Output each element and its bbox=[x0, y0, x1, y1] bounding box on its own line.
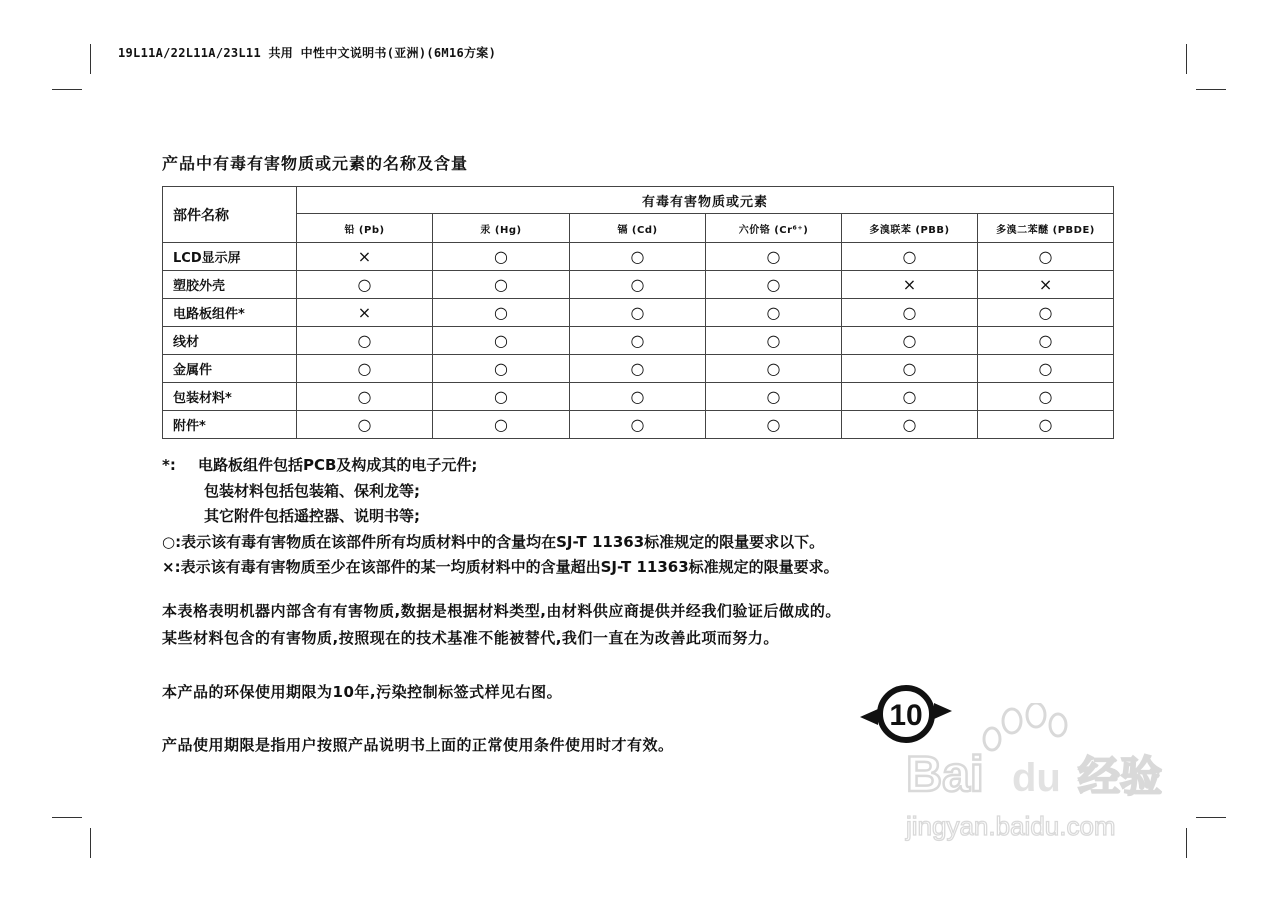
column-header-lead: 铅 (Pb) bbox=[297, 214, 433, 243]
table-cell: ○ bbox=[706, 327, 842, 355]
table-row bbox=[163, 383, 1114, 411]
crop-mark bbox=[52, 89, 82, 90]
document-header: 19L11A/22L11A/23L11 共用 中性中文说明书(亚洲)(6M16方案) bbox=[118, 46, 497, 60]
column-header-pbde: 多溴二苯醚 (PBDE) bbox=[978, 214, 1114, 243]
table-cell: ○ bbox=[706, 271, 842, 299]
table-cell: ○ bbox=[978, 243, 1114, 271]
table-cell: ○ bbox=[570, 411, 706, 439]
part-name-header: 部件名称 bbox=[163, 187, 297, 243]
table-cell: ○ bbox=[978, 411, 1114, 439]
table-cell: ○ bbox=[433, 383, 570, 411]
table-cell: ○ bbox=[842, 327, 978, 355]
column-header-mercury: 汞 (Hg) bbox=[433, 214, 570, 243]
table-cell: × bbox=[297, 299, 433, 327]
table-cell: × bbox=[978, 271, 1114, 299]
table-cell: × bbox=[297, 243, 433, 271]
table-cell: ○ bbox=[978, 299, 1114, 327]
part-name: 电路板组件* bbox=[163, 299, 297, 327]
part-name: 包装材料* bbox=[163, 383, 297, 411]
table-cell: ○ bbox=[706, 243, 842, 271]
notes-block bbox=[162, 453, 839, 581]
note-circle-marker: ○: bbox=[162, 532, 182, 551]
column-header-chromium: 六价铬 (Cr⁶⁺) bbox=[706, 214, 842, 243]
table-cell: ○ bbox=[842, 411, 978, 439]
crop-mark bbox=[90, 828, 91, 858]
table-cell: ○ bbox=[433, 355, 570, 383]
note-text: 包装材料包括包装箱、保利龙等; bbox=[204, 481, 421, 500]
crop-mark bbox=[1196, 89, 1226, 90]
baidu-watermark bbox=[900, 703, 1200, 853]
table-row bbox=[163, 271, 1114, 299]
paragraph-materials: 本表格表明机器内部含有有害物质,数据是根据材料类型,由材料供应商提供并经我们验证后做成的。 bbox=[162, 602, 841, 620]
table-cell: ○ bbox=[297, 327, 433, 355]
table-row bbox=[163, 327, 1114, 355]
table-cell: ○ bbox=[842, 355, 978, 383]
table-cell: ○ bbox=[297, 355, 433, 383]
note-cross-marker: ×: bbox=[162, 558, 181, 576]
crop-mark bbox=[1186, 44, 1187, 74]
note-text: 表示该有毒有害物质至少在该部件的某一均质材料中的含量超出SJ-T 11363标准规定的限量要求。 bbox=[180, 558, 839, 576]
note-text: 电路板组件包括PCB及构成其的电子元件; bbox=[198, 456, 478, 474]
logo-number: 10 bbox=[889, 699, 923, 732]
table-cell: ○ bbox=[570, 271, 706, 299]
section-title: 产品中有毒有害物质或元素的名称及含量 bbox=[162, 154, 469, 173]
table-cell: ○ bbox=[706, 355, 842, 383]
note-star-marker: *: bbox=[162, 456, 176, 474]
note-star-line bbox=[162, 504, 839, 530]
part-name: LCD显示屏 bbox=[163, 243, 297, 271]
column-header-pbb: 多溴联苯 (PBB) bbox=[842, 214, 978, 243]
table-cell: ○ bbox=[297, 271, 433, 299]
table-cell: ○ bbox=[978, 327, 1114, 355]
watermark-url: jingyan.baidu.com bbox=[906, 811, 1116, 841]
table-cell: ○ bbox=[706, 411, 842, 439]
table-cell: ○ bbox=[570, 299, 706, 327]
table-cell: ○ bbox=[842, 383, 978, 411]
watermark-brand: Bai bbox=[906, 746, 984, 802]
crop-mark bbox=[1196, 817, 1226, 818]
table-row bbox=[163, 355, 1114, 383]
table-cell: ○ bbox=[433, 271, 570, 299]
hazardous-substances-table bbox=[162, 186, 1114, 439]
table-cell: ○ bbox=[570, 355, 706, 383]
table-cell: × bbox=[842, 271, 978, 299]
note-star-line bbox=[162, 453, 839, 479]
paragraph-env-period: 本产品的环保使用期限为10年,污染控制标签式样见右图。 bbox=[162, 683, 563, 701]
crop-mark bbox=[90, 44, 91, 74]
table-cell: ○ bbox=[297, 411, 433, 439]
table-cell: ○ bbox=[433, 243, 570, 271]
column-header-cadmium: 镉 (Cd) bbox=[570, 214, 706, 243]
crop-mark bbox=[52, 817, 82, 818]
table-row bbox=[163, 411, 1114, 439]
table-cell: ○ bbox=[978, 355, 1114, 383]
table-cell: ○ bbox=[570, 383, 706, 411]
table-cell: ○ bbox=[706, 383, 842, 411]
paragraph-replacement: 某些材料包含的有害物质,按照现在的技术基准不能被替代,我们一直在为改善此项而努力。 bbox=[162, 629, 779, 647]
table-cell: ○ bbox=[978, 383, 1114, 411]
substance-group-header: 有毒有害物质或元素 bbox=[297, 187, 1114, 214]
note-cross-line bbox=[162, 555, 839, 581]
part-name: 金属件 bbox=[163, 355, 297, 383]
watermark-brand-du: du bbox=[1012, 756, 1061, 800]
note-text: 表示该有毒有害物质在该部件所有均质材料中的含量均在SJ-T 11363标准规定的限量要求以下。 bbox=[181, 532, 825, 551]
watermark-cn: 经验 bbox=[1078, 752, 1163, 801]
part-name: 线材 bbox=[163, 327, 297, 355]
table-cell: ○ bbox=[842, 243, 978, 271]
table-row bbox=[163, 299, 1114, 327]
table-cell: ○ bbox=[842, 299, 978, 327]
part-name: 塑胶外壳 bbox=[163, 271, 297, 299]
table-cell: ○ bbox=[433, 411, 570, 439]
note-star-line bbox=[162, 479, 839, 505]
table-cell: ○ bbox=[297, 383, 433, 411]
paragraph-validity: 产品使用期限是指用户按照产品说明书上面的正常使用条件使用时才有效。 bbox=[162, 736, 674, 754]
table-cell: ○ bbox=[570, 327, 706, 355]
table-cell: ○ bbox=[706, 299, 842, 327]
table-cell: ○ bbox=[433, 327, 570, 355]
note-circle-line bbox=[162, 530, 839, 556]
table-row bbox=[163, 243, 1114, 271]
table-cell: ○ bbox=[570, 243, 706, 271]
note-text: 其它附件包括遥控器、说明书等; bbox=[204, 507, 421, 525]
part-name: 附件* bbox=[163, 411, 297, 439]
table-cell: ○ bbox=[433, 299, 570, 327]
